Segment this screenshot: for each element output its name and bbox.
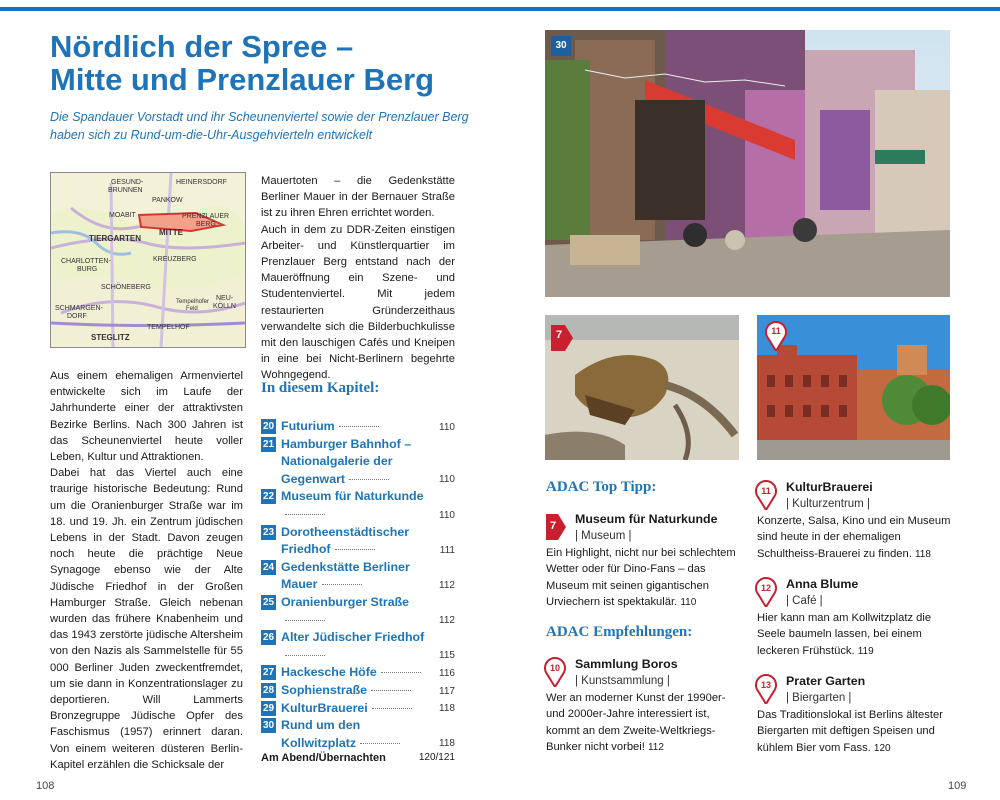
map-label: HEINERSDORF	[176, 179, 227, 186]
map-label: TEMPELHOF	[147, 324, 190, 331]
entry-description: Das Traditionslokal ist Berlins ältester Biergarten mit deftigen Speisen und kühlem Bier vom Fass. 120	[757, 709, 943, 754]
chapter-number: 27	[262, 667, 275, 679]
recommend-heading: ADAC Empfehlungen:	[546, 624, 693, 640]
intro-paragraph-2: Dabei hat das Viertel auch eine traurige historische Bedeutung: Rund um die Oranienburger Straße war im 18. und 19. Jh. ein Zentrum jüdischen Lebens in der Stadt. Davon zeugen noch heute die prächtige Neue Synagoge ebenso wie der Alte Jüdische Friedhof in der Großen Hamburger Straße. Gleich nebenan wurden das frühere Knabenheim und das 1943 zerstörte jüdische Altersheim von den Nazis als Sammelstelle für 55 000 Berliner Juden zweckentfremdet, um sie dann in Konzentrationslager zu deportieren. Will Lammerts Bronzegruppe Jüdische Opfer des Faschismus (1957) erinnert daran. Von einem weiteren düsteren Berlin-Kapitel erzählen die Schicksale der	[50, 467, 243, 771]
street-photo	[545, 30, 950, 297]
chapter-number: 26	[262, 632, 275, 644]
map-label: SCHMARGEN-	[55, 305, 103, 312]
map-label: PRENZLAUER	[182, 213, 230, 220]
chapter-number: 25	[262, 596, 275, 608]
entry-name: Prater Garten	[786, 674, 866, 688]
entry-name: Museum für Naturkunde	[575, 512, 718, 526]
chapter-number: 22	[262, 491, 275, 503]
evening-page: 120/121	[418, 752, 455, 764]
chapter-item[interactable]	[261, 524, 455, 559]
chapter-title: Gedenkstätte Berliner Mauer	[281, 559, 410, 592]
chapter-number: 21	[262, 438, 275, 450]
photo-marker: 30	[551, 36, 571, 56]
recommend-entry[interactable]	[757, 479, 951, 563]
entry-category: | Kunstsammlung |	[575, 675, 670, 687]
chapter-number: 24	[262, 561, 275, 573]
entry-description: Ein Highlight, nicht nur bei schlechtem Wetter oder für Dino-Fans – das Museum mit seinen gigantischen Urviechern ist spektakulär. 110	[546, 547, 736, 609]
entry-name: Sammlung Boros	[575, 657, 678, 671]
recommend-entry[interactable]	[757, 576, 951, 660]
chapter-title: Rund um den Kollwitzplatz	[281, 717, 435, 752]
chapter-number: 23	[262, 526, 275, 538]
chapter-page: 118	[439, 738, 455, 750]
title-line-2: Mitte und Prenzlauer Berg	[50, 62, 435, 97]
map-label: KÖLLN	[213, 303, 236, 310]
top-tip-heading: ADAC Top Tipp:	[546, 479, 657, 495]
recommend-marker: 11	[761, 486, 771, 496]
continued-paragraph-2: Auch in dem zu DDR-Zeiten einstigen Arbeiter- und Künstlerquartier im Prenzlauer Berg entstand nach der Maueröffnung ein Szene- und Studentenviertel. Mit jedem restaurierten Gründerzeithaus verwandelte sich die Bilderbuchkulisse mit den lauschigen Cafés und Kneipen in eine bei Nicht-Berlinern begehrte Wohngegend.	[261, 223, 455, 382]
chapter-number: 28	[262, 684, 275, 696]
chapter-item[interactable]	[261, 682, 455, 700]
entry-description: Konzerte, Salsa, Kino und ein Museum sind heute in der ehemaligen Schultheiss-Brauerei zu finden. 118	[757, 515, 951, 560]
chapter-page: 116	[439, 667, 455, 679]
chapter-number: 20	[262, 421, 275, 432]
recommend-entry[interactable]	[546, 656, 742, 757]
map-label: NEU-	[216, 295, 234, 302]
chapter-item[interactable]	[261, 436, 455, 489]
recommend-marker: 10	[549, 663, 560, 673]
page-number-right: 109	[948, 780, 967, 792]
photo-marker: 7	[555, 329, 563, 341]
entry-description: Hier kann man am Kollwitzplatz die Seele baumeln lassen, bei einem leckeren Frühstück. 119	[757, 612, 932, 657]
page-subtitle: Die Spandauer Vorstadt und ihr Scheunenviertel sowie der Prenzlauer Berg haben sich zu Rund-um-die-Uhr-Ausgehvierteln entwickelt	[50, 110, 469, 142]
map-label: BERG	[196, 221, 216, 228]
top-tip-entry[interactable]	[546, 511, 742, 612]
chapter-list	[261, 418, 455, 764]
page-title	[50, 30, 490, 96]
chapter-page: 117	[439, 685, 455, 697]
map-label: CHARLOTTEN-	[61, 258, 111, 265]
chapter-item[interactable]	[261, 700, 455, 718]
chapter-item[interactable]	[261, 418, 455, 436]
chapter-title: KulturBrauerei	[281, 700, 435, 718]
recommend-entry[interactable]	[757, 673, 951, 757]
title-line-1: Nördlich der Spree –	[50, 29, 354, 64]
entry-category: | Biergarten |	[786, 692, 852, 704]
chapter-title: Hamburger Bahnhof – Nationalgalerie der Gegenwart	[281, 436, 412, 486]
chapter-item[interactable]	[261, 664, 455, 682]
entry-name: Anna Blume	[786, 577, 859, 591]
chapter-page: 110	[439, 509, 455, 521]
photo-marker: 11	[771, 326, 781, 336]
map-label: MITTE	[159, 228, 183, 237]
entry-category: | Kulturzentrum |	[786, 498, 870, 510]
recommend-marker: 12	[760, 583, 771, 593]
intro-paragraph-1: Aus einem ehemaligen Armenviertel entwickelte sich im Laufe der Jahrhunderte einer der attraktivsten Bezirke Berlins. Nach 300 Jahren ist das Scheunenviertel heute voller Leben, Kultur und Attraktionen.	[50, 370, 243, 464]
chapter-item[interactable]	[261, 594, 455, 629]
entry-category: | Museum |	[575, 530, 632, 542]
evening-item[interactable]	[261, 752, 455, 764]
recommend-marker: 13	[760, 680, 771, 690]
chapter-title: Dorotheenstädtischer Friedhof	[281, 524, 410, 557]
map-label: SCHÖNEBERG	[101, 284, 151, 291]
chapter-page: 115	[439, 650, 455, 662]
district-map	[50, 172, 246, 348]
chapter-number: 29	[262, 702, 275, 714]
chapter-title: Hackesche Höfe	[281, 664, 435, 682]
map-label: Tempelhofer	[176, 299, 210, 305]
chapter-page: 112	[439, 579, 455, 591]
entry-category: | Café |	[786, 595, 823, 607]
chapter-item[interactable]	[261, 629, 455, 664]
map-label: GESUND-	[111, 179, 144, 186]
top-tip-marker: 7	[549, 520, 557, 532]
continued-text	[261, 173, 455, 384]
chapter-page: 110	[439, 474, 455, 486]
chapter-page: 112	[439, 615, 455, 627]
continued-paragraph-1: Mauertoten – die Gedenkstätte Berliner Mauer in der Bernauer Straße ist zu ihren Ehren errichtet worden.	[261, 175, 455, 220]
chapter-title: Futurium	[281, 418, 435, 436]
map-label: TIERGARTEN	[89, 234, 141, 243]
dinosaur-photo	[545, 315, 739, 460]
map-label: BRUNNEN	[108, 187, 143, 194]
chapter-item[interactable]	[261, 717, 455, 752]
intro-text	[50, 368, 243, 773]
chapter-number: 30	[262, 720, 275, 732]
map-label: Feld	[186, 306, 198, 312]
chapter-title: Museum für Naturkunde	[281, 488, 435, 523]
page-number-left: 108	[36, 780, 55, 792]
chapter-title: Oranienburger Straße	[281, 594, 435, 629]
chapter-page: 111	[439, 544, 455, 556]
top-accent-bar	[0, 7, 1000, 11]
chapter-title: Sophienstraße	[281, 682, 435, 700]
map-label: KREUZBERG	[153, 256, 197, 263]
map-label: BURG	[77, 266, 98, 273]
brewery-photo	[757, 315, 950, 460]
chapter-heading: In diesem Kapitel:	[261, 380, 380, 396]
chapter-item[interactable]	[261, 488, 455, 523]
evening-label: Am Abend/Übernachten	[261, 752, 386, 765]
chapter-page: 110	[439, 421, 455, 433]
chapter-page: 118	[439, 703, 455, 715]
entry-name: KulturBrauerei	[786, 480, 873, 494]
entry-description: Wer an moderner Kunst der 1990er- und 2000er-Jahre interessiert ist, kommt an dem Zweite-Weltkriegs-Bunker nicht vorbei! 112	[546, 692, 726, 754]
chapter-item[interactable]	[261, 559, 455, 594]
map-label: STEGLITZ	[91, 333, 130, 342]
chapter-title: Alter Jüdischer Friedhof	[281, 629, 435, 664]
map-label: PANKOW	[152, 197, 183, 204]
map-label: DORF	[67, 313, 87, 320]
map-label: MOABIT	[109, 212, 136, 219]
